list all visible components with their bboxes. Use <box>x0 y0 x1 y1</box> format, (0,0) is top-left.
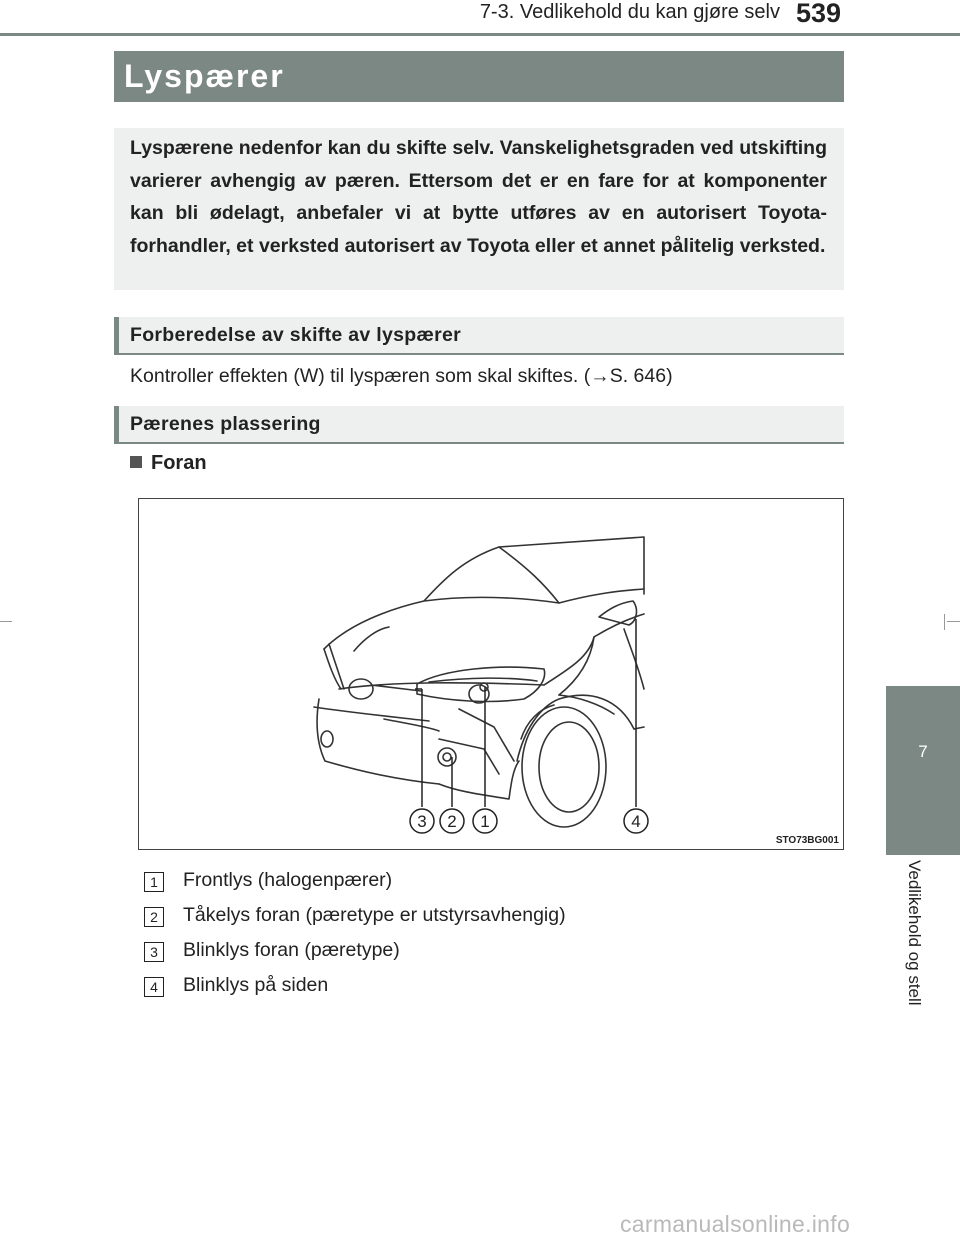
crop-mark <box>0 621 12 622</box>
legend-label: Tåkelys foran (pæretype er utstyrsavhengig) <box>183 904 566 926</box>
preparation-text: Kontroller effekten (W) til lyspæren som skal skiftes. (→S. 646) <box>130 365 673 387</box>
page-number: 539 <box>796 0 842 28</box>
crop-mark <box>947 621 960 622</box>
intro-text: Lyspærene nedenfor kan du skifte selv. Vanskelighetsgraden ved utskifting varierer avhengig av pæren. Ettersom det er en fare for at komponenter kan bli ødelagt, anbefaler vi at bytte utføres av en autorisert Toyota-forhandler, et verksted autorisert av Toyota eller et annet pålitelig verksted. <box>130 137 827 257</box>
callout-4: 4 <box>631 812 641 831</box>
square-bullet-icon <box>130 456 142 468</box>
car-illustration <box>139 499 843 849</box>
callout-1: 1 <box>480 812 490 831</box>
legend-label: Frontlys (halogenpærer) <box>183 869 393 891</box>
crop-mark <box>944 614 945 630</box>
placement-heading: Pærenes plassering <box>130 413 321 435</box>
header-divider <box>0 33 960 36</box>
chapter-number: 7 <box>918 742 928 761</box>
legend-label: Blinklys på siden <box>183 974 329 996</box>
section-title: 7-3. Vedlikehold du kan gjøre selv <box>479 1 780 23</box>
callout-3: 3 <box>417 812 427 831</box>
legend-number: 3 <box>144 942 164 962</box>
subsection-label: Foran <box>151 452 207 474</box>
legend-number: 1 <box>144 872 164 892</box>
legend-number: 4 <box>144 977 164 997</box>
placement-heading-bar <box>114 406 844 444</box>
preparation-heading: Forberedelse av skifte av lyspærer <box>130 324 462 346</box>
chapter-label: Vedlikehold og stell <box>905 860 924 1006</box>
legend-number: 2 <box>144 907 164 927</box>
preparation-heading-bar <box>114 317 844 355</box>
subsection-title <box>130 452 207 475</box>
chapter-tab <box>886 686 960 855</box>
figure-code: STO73BG001 <box>775 835 839 846</box>
heading-accent <box>114 406 119 442</box>
heading-accent <box>114 317 119 353</box>
page-title: Lyspærer <box>124 58 285 94</box>
callout-2: 2 <box>447 812 457 831</box>
legend-label: Blinklys foran (pæretype) <box>183 939 400 961</box>
watermark: carmanualsonline.info <box>620 1211 851 1237</box>
car-front-figure <box>138 498 844 850</box>
